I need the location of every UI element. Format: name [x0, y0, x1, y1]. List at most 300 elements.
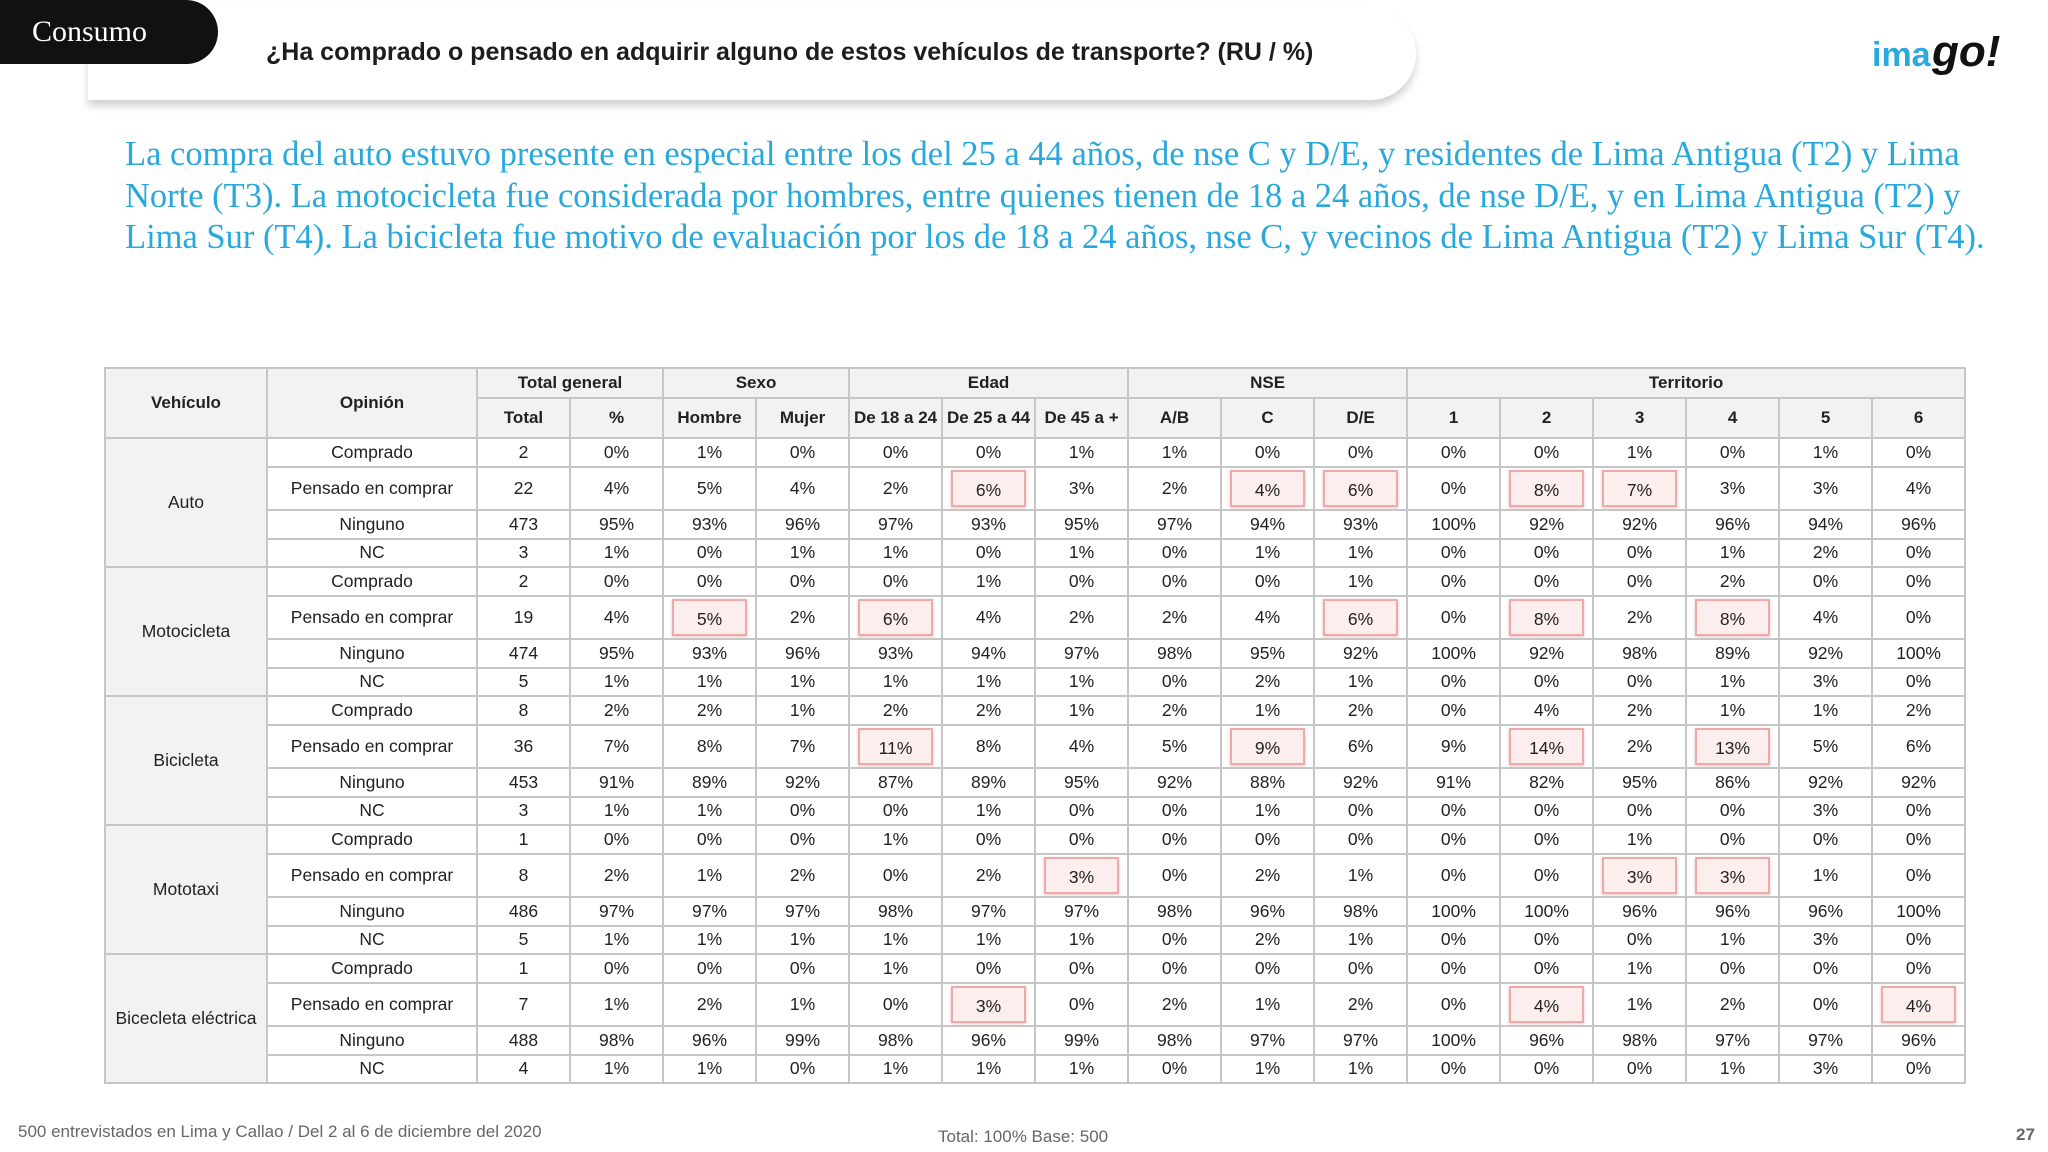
table-cell: 0%	[1035, 567, 1128, 596]
col-header: 2	[1500, 398, 1593, 438]
table-cell: 8%	[663, 725, 756, 769]
table-cell: 0%	[1779, 954, 1872, 983]
table-cell: 1%	[663, 438, 756, 467]
table-cell: 0%	[849, 797, 942, 826]
table-cell: 0%	[756, 954, 849, 983]
table-cell: 0%	[1500, 1055, 1593, 1084]
table-cell: 1%	[942, 567, 1035, 596]
table-cell: 4%	[1779, 596, 1872, 640]
opinion-label: NC	[267, 539, 477, 568]
page-number: 27	[2016, 1125, 2035, 1144]
table-cell: 4%	[756, 467, 849, 511]
table-cell: 97%	[942, 897, 1035, 926]
table-cell	[942, 467, 1035, 511]
table-cell: 4	[477, 1055, 570, 1084]
table-cell: 0%	[1221, 438, 1314, 467]
opinion-label: Ninguno	[267, 768, 477, 797]
col-header: De 18 a 24	[849, 398, 942, 438]
table-cell: 97%	[1035, 639, 1128, 668]
table-cell: 2%	[1593, 696, 1686, 725]
table-cell: 95%	[570, 510, 663, 539]
highlighted-value: 3%	[951, 986, 1026, 1023]
table-cell	[1221, 467, 1314, 511]
table-row	[105, 596, 1965, 640]
table-cell	[663, 596, 756, 640]
table-cell	[1035, 854, 1128, 898]
table-cell: 1%	[570, 983, 663, 1027]
table-cell: 1%	[1686, 539, 1779, 568]
table-cell: 1%	[756, 539, 849, 568]
table-cell: 1%	[1035, 539, 1128, 568]
highlighted-value: 13%	[1695, 728, 1770, 765]
table-cell: 0%	[849, 567, 942, 596]
table-cell: 2%	[1314, 696, 1407, 725]
table-cell: 2%	[1779, 539, 1872, 568]
table-cell: 96%	[1221, 897, 1314, 926]
highlighted-value: 9%	[1230, 728, 1305, 765]
table-cell: 2%	[1314, 983, 1407, 1027]
table-row	[105, 768, 1965, 797]
table-cell: 0%	[1593, 567, 1686, 596]
table-cell: 1%	[570, 926, 663, 955]
table-cell: 0%	[570, 567, 663, 596]
table-cell: 3%	[1686, 467, 1779, 511]
table-row	[105, 954, 1965, 983]
table-cell: 1%	[849, 954, 942, 983]
group-header-edad: Edad	[849, 368, 1128, 398]
table-cell: 2%	[849, 696, 942, 725]
svg-text:ima: ima	[1872, 36, 1931, 74]
opinion-label: Pensado en comprar	[267, 467, 477, 511]
table-cell: 3%	[1779, 1055, 1872, 1084]
table-cell: 1%	[942, 1055, 1035, 1084]
table-cell: 0%	[1407, 438, 1500, 467]
table-cell: 0%	[663, 539, 756, 568]
table-cell: 0%	[1593, 797, 1686, 826]
table-cell: 1%	[1314, 1055, 1407, 1084]
table-cell: 0%	[1128, 668, 1221, 697]
table-row	[105, 797, 1965, 826]
table-cell: 93%	[1314, 510, 1407, 539]
highlighted-value: 5%	[672, 599, 747, 636]
table-row	[105, 639, 1965, 668]
table-cell	[1500, 983, 1593, 1027]
group-header-total: Total general	[477, 368, 663, 398]
table-cell: 98%	[1128, 897, 1221, 926]
table-cell: 96%	[1593, 897, 1686, 926]
table-cell: 3	[477, 797, 570, 826]
col-header: De 45 a +	[1035, 398, 1128, 438]
table-cell: 2%	[663, 983, 756, 1027]
section-tag: Consumo	[0, 0, 218, 64]
table-cell: 0%	[1035, 954, 1128, 983]
vehicle-label: Auto	[105, 438, 267, 567]
opinion-label: NC	[267, 668, 477, 697]
table-cell: 96%	[756, 510, 849, 539]
table-cell: 99%	[756, 1026, 849, 1055]
table-cell: 96%	[756, 639, 849, 668]
table-cell: 100%	[1407, 897, 1500, 926]
table-cell: 1%	[1035, 668, 1128, 697]
table-cell: 1%	[942, 797, 1035, 826]
table-cell: 0%	[1128, 1055, 1221, 1084]
table-cell: 98%	[849, 897, 942, 926]
table-cell: 0%	[1314, 797, 1407, 826]
table-cell: 0%	[1872, 438, 1965, 467]
results-table	[104, 367, 1966, 1084]
table-cell: 98%	[1128, 1026, 1221, 1055]
table-cell: 0%	[942, 954, 1035, 983]
table-cell: 0%	[942, 539, 1035, 568]
highlighted-value: 4%	[1230, 470, 1305, 507]
table-row	[105, 539, 1965, 568]
col-header: 4	[1686, 398, 1779, 438]
table-cell: 0%	[1128, 797, 1221, 826]
col-header: 1	[1407, 398, 1500, 438]
highlighted-value: 14%	[1509, 728, 1584, 765]
table-cell: 88%	[1221, 768, 1314, 797]
table-cell: 0%	[1128, 825, 1221, 854]
table-cell: 93%	[663, 639, 756, 668]
table-cell: 96%	[663, 1026, 756, 1055]
table-cell	[942, 983, 1035, 1027]
highlighted-value: 4%	[1509, 986, 1584, 1023]
highlighted-value: 8%	[1695, 599, 1770, 636]
table-cell: 0%	[1314, 438, 1407, 467]
table-cell: 97%	[1779, 1026, 1872, 1055]
table-cell: 0%	[849, 983, 942, 1027]
table-cell: 19	[477, 596, 570, 640]
table-cell	[849, 596, 942, 640]
table-cell: 97%	[1686, 1026, 1779, 1055]
table-cell: 0%	[1407, 539, 1500, 568]
table-cell: 2%	[756, 596, 849, 640]
table-cell: 2%	[942, 696, 1035, 725]
table-cell: 2%	[1872, 696, 1965, 725]
table-cell: 1%	[1593, 954, 1686, 983]
table-row	[105, 696, 1965, 725]
opinion-label: Ninguno	[267, 639, 477, 668]
table-cell: 0%	[756, 825, 849, 854]
table-cell: 93%	[942, 510, 1035, 539]
table-cell: 4%	[1035, 725, 1128, 769]
table-cell: 2%	[942, 854, 1035, 898]
footer-sample: 500 entrevistados en Lima y Callao / Del 2 al 6 de diciembre del 2020	[18, 1122, 542, 1141]
vehicle-label: Mototaxi	[105, 825, 267, 954]
opinion-label: Comprado	[267, 954, 477, 983]
opinion-label: Comprado	[267, 567, 477, 596]
highlighted-value: 7%	[1602, 470, 1677, 507]
table-cell: 1%	[1314, 926, 1407, 955]
col-header: 6	[1872, 398, 1965, 438]
table-cell: 100%	[1872, 897, 1965, 926]
table-cell: 3%	[1035, 467, 1128, 511]
table-cell: 0%	[1407, 926, 1500, 955]
table-cell: 92%	[1500, 639, 1593, 668]
table-cell: 1%	[1686, 696, 1779, 725]
table-cell: 7%	[570, 725, 663, 769]
table-cell: 2%	[663, 696, 756, 725]
table-cell: 2%	[1128, 983, 1221, 1027]
table-cell	[1686, 725, 1779, 769]
table-row	[105, 1026, 1965, 1055]
table-cell: 0%	[1407, 825, 1500, 854]
table-cell: 97%	[663, 897, 756, 926]
table-row	[105, 1055, 1965, 1084]
col-header: A/B	[1128, 398, 1221, 438]
table-cell: 0%	[1314, 954, 1407, 983]
col-header: D/E	[1314, 398, 1407, 438]
table-cell	[1314, 467, 1407, 511]
col-header: 3	[1593, 398, 1686, 438]
table-cell: 98%	[1314, 897, 1407, 926]
table-cell	[1500, 725, 1593, 769]
table-cell: 1%	[1221, 797, 1314, 826]
table-cell: 2%	[1128, 467, 1221, 511]
table-cell: 89%	[942, 768, 1035, 797]
table-cell: 7	[477, 983, 570, 1027]
opinion-label: Pensado en comprar	[267, 854, 477, 898]
table-cell: 0%	[1407, 797, 1500, 826]
table-cell: 5	[477, 926, 570, 955]
table-cell: 0%	[1407, 983, 1500, 1027]
table-cell: 96%	[1686, 510, 1779, 539]
table-cell: 1%	[1779, 438, 1872, 467]
table-cell: 8	[477, 854, 570, 898]
table-cell: 0%	[1593, 1055, 1686, 1084]
group-header-territorio: Territorio	[1407, 368, 1965, 398]
table-cell: 92%	[1872, 768, 1965, 797]
table-cell: 99%	[1035, 1026, 1128, 1055]
table-cell: 1%	[1221, 696, 1314, 725]
vehicle-label: Bicecleta eléctrica	[105, 954, 267, 1083]
table-cell: 82%	[1500, 768, 1593, 797]
table-cell: 5%	[1779, 725, 1872, 769]
table-cell: 0%	[1407, 596, 1500, 640]
col-header: Total	[477, 398, 570, 438]
table-row	[105, 825, 1965, 854]
table-cell: 98%	[1593, 1026, 1686, 1055]
table-cell: 4%	[1872, 467, 1965, 511]
table-cell: 6%	[1872, 725, 1965, 769]
table-cell: 1%	[1221, 539, 1314, 568]
table-cell: 0%	[570, 954, 663, 983]
table-cell: 95%	[1221, 639, 1314, 668]
table-cell: 92%	[1314, 639, 1407, 668]
svg-text:go!: go!	[1932, 27, 2001, 76]
table-cell	[1872, 983, 1965, 1027]
table-cell: 1%	[942, 668, 1035, 697]
table-cell: 1%	[1035, 696, 1128, 725]
table-cell: 0%	[756, 438, 849, 467]
table-cell: 8	[477, 696, 570, 725]
table-cell: 0%	[1407, 467, 1500, 511]
table-cell: 1%	[1314, 668, 1407, 697]
table-cell: 100%	[1872, 639, 1965, 668]
table-cell: 1%	[1314, 567, 1407, 596]
table-cell: 86%	[1686, 768, 1779, 797]
table-cell: 0%	[1872, 1055, 1965, 1084]
col-header: 5	[1779, 398, 1872, 438]
table-cell: 1%	[849, 668, 942, 697]
table-cell: 89%	[663, 768, 756, 797]
table-cell: 94%	[1779, 510, 1872, 539]
table-cell: 0%	[1500, 954, 1593, 983]
highlighted-value: 8%	[1509, 470, 1584, 507]
group-header-nse: NSE	[1128, 368, 1407, 398]
table-cell: 4%	[942, 596, 1035, 640]
table-cell: 486	[477, 897, 570, 926]
table-cell: 7%	[756, 725, 849, 769]
table-cell: 36	[477, 725, 570, 769]
table-cell: 1%	[756, 983, 849, 1027]
table-cell: 93%	[663, 510, 756, 539]
table-cell: 0%	[1407, 567, 1500, 596]
highlighted-value: 11%	[858, 728, 933, 765]
table-cell: 0%	[1593, 668, 1686, 697]
table-cell: 1%	[1314, 539, 1407, 568]
footer-totals: Total: 100% Base: 500	[938, 1127, 1109, 1146]
table-cell: 2%	[1221, 926, 1314, 955]
table-cell: 92%	[756, 768, 849, 797]
table-cell: 1%	[570, 1055, 663, 1084]
highlighted-value: 4%	[1881, 986, 1956, 1023]
table-cell: 1%	[1686, 668, 1779, 697]
table-cell: 96%	[942, 1026, 1035, 1055]
table-cell: 0%	[1035, 825, 1128, 854]
highlighted-value: 3%	[1695, 857, 1770, 894]
table-cell	[1686, 596, 1779, 640]
table-cell: 94%	[1221, 510, 1314, 539]
table-cell: 98%	[1128, 639, 1221, 668]
table-cell: 0%	[1407, 1055, 1500, 1084]
table-cell: 1%	[1686, 926, 1779, 955]
table-cell: 97%	[1314, 1026, 1407, 1055]
table-cell: 0%	[1500, 567, 1593, 596]
table-cell: 1%	[1128, 438, 1221, 467]
table-cell: 1%	[570, 668, 663, 697]
col-header: Hombre	[663, 398, 756, 438]
table-cell: 0%	[942, 438, 1035, 467]
table-cell: 4%	[570, 467, 663, 511]
table-cell	[1500, 467, 1593, 511]
opinion-label: Ninguno	[267, 1026, 477, 1055]
table-row	[105, 926, 1965, 955]
table-cell: 2%	[1686, 983, 1779, 1027]
table-row	[105, 854, 1965, 898]
table-cell: 2%	[1593, 725, 1686, 769]
table-cell: 2%	[1686, 567, 1779, 596]
table-cell: 0%	[1779, 825, 1872, 854]
table-cell: 95%	[570, 639, 663, 668]
table-cell: 0%	[756, 1055, 849, 1084]
table-cell: 0%	[1035, 797, 1128, 826]
table-cell: 96%	[1872, 510, 1965, 539]
table-cell: 96%	[1872, 1026, 1965, 1055]
table-cell: 100%	[1407, 510, 1500, 539]
table-cell: 95%	[1035, 768, 1128, 797]
table-cell: 1%	[849, 926, 942, 955]
table-cell: 0%	[1686, 954, 1779, 983]
table-cell: 100%	[1407, 1026, 1500, 1055]
table-cell: 474	[477, 639, 570, 668]
table-cell: 1	[477, 954, 570, 983]
table-cell: 0%	[1872, 825, 1965, 854]
table-cell: 1%	[1593, 438, 1686, 467]
highlighted-value: 3%	[1602, 857, 1677, 894]
table-cell: 1%	[663, 1055, 756, 1084]
table-cell: 92%	[1593, 510, 1686, 539]
table-row	[105, 467, 1965, 511]
table-cell: 0%	[1500, 854, 1593, 898]
table-cell: 91%	[570, 768, 663, 797]
opinion-label: NC	[267, 926, 477, 955]
highlighted-value: 6%	[858, 599, 933, 636]
table-cell: 1%	[942, 926, 1035, 955]
table-cell: 0%	[1128, 567, 1221, 596]
table-cell: 4%	[1221, 596, 1314, 640]
table-cell: 1%	[1593, 825, 1686, 854]
table-cell: 0%	[1686, 438, 1779, 467]
table-cell	[1593, 854, 1686, 898]
table-cell: 5	[477, 668, 570, 697]
table-cell: 9%	[1407, 725, 1500, 769]
table-cell: 0%	[756, 797, 849, 826]
table-cell: 97%	[1221, 1026, 1314, 1055]
table-cell: 0%	[1221, 825, 1314, 854]
table-row	[105, 438, 1965, 467]
table-cell: 87%	[849, 768, 942, 797]
table-cell: 97%	[1035, 897, 1128, 926]
table-cell: 22	[477, 467, 570, 511]
table-cell	[849, 725, 942, 769]
table-cell: 2	[477, 567, 570, 596]
table-cell: 2%	[1035, 596, 1128, 640]
table-cell: 0%	[1686, 825, 1779, 854]
table-cell: 0%	[1872, 797, 1965, 826]
table-cell: 0%	[1128, 926, 1221, 955]
col-header: %	[570, 398, 663, 438]
table-cell: 1%	[1779, 696, 1872, 725]
table-row	[105, 983, 1965, 1027]
table-cell	[1593, 467, 1686, 511]
table-cell: 2%	[1128, 696, 1221, 725]
table-cell: 92%	[1779, 768, 1872, 797]
table-cell: 0%	[570, 825, 663, 854]
table-cell: 2%	[1221, 668, 1314, 697]
table-cell: 1%	[1035, 926, 1128, 955]
table-cell: 0%	[1779, 567, 1872, 596]
table-cell: 0%	[663, 825, 756, 854]
table-cell: 0%	[756, 567, 849, 596]
table-cell: 0%	[1500, 539, 1593, 568]
table-cell: 0%	[1500, 438, 1593, 467]
table-cell: 97%	[849, 510, 942, 539]
table-cell: 3%	[1779, 926, 1872, 955]
table-cell: 0%	[1872, 539, 1965, 568]
table-cell: 0%	[570, 438, 663, 467]
table-cell: 5%	[1128, 725, 1221, 769]
headline-text: La compra del auto estuvo presente en especial entre los del 25 a 44 años, de nse C y D/E, y residentes de Lima Antigua (T2) y Lima Norte (T3). La motocicleta fue considerada por hombres, entre quienes tienen de 18 a 24 años, de nse D/E, y en Lima Antigua (T2) y Lima Sur (T4). La bicicleta fue motivo de evaluación por los de 18 a 24 años, nse C, y vecinos de Lima Antigua (T2) y Lima Sur (T4).	[125, 135, 1985, 256]
table-row	[105, 897, 1965, 926]
table-cell: 1%	[849, 539, 942, 568]
col-header: C	[1221, 398, 1314, 438]
table-cell: 2%	[756, 854, 849, 898]
table-cell: 1%	[1314, 854, 1407, 898]
table-cell: 2%	[570, 854, 663, 898]
table-cell: 0%	[1872, 954, 1965, 983]
col-header: Mujer	[756, 398, 849, 438]
